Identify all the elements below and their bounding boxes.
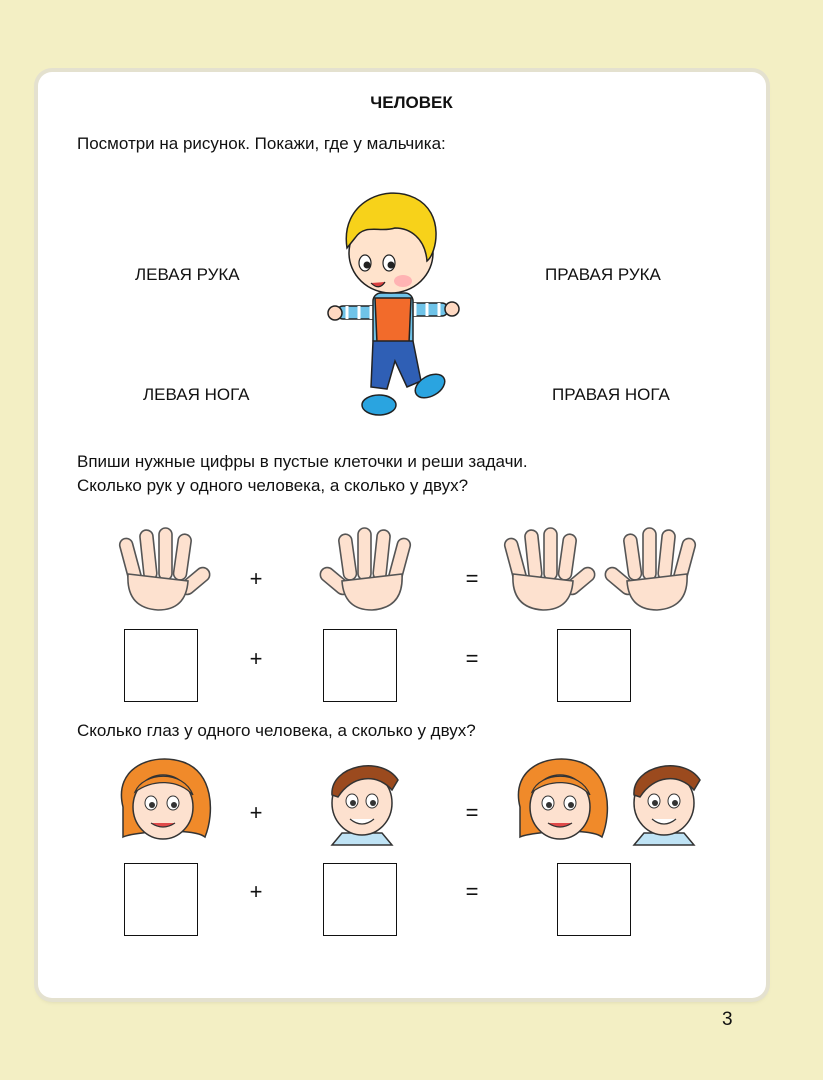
boy-illustration <box>325 183 460 423</box>
equals-sign: = <box>465 800 479 825</box>
equals-sign: = <box>465 879 479 904</box>
hand-icon <box>603 526 697 612</box>
hand-icon <box>118 526 212 612</box>
answer-box-eyes-1[interactable] <box>124 863 198 936</box>
label-left-arm: ЛЕВАЯ РУКА <box>135 265 240 284</box>
equals-sign: = <box>465 566 479 591</box>
question-hands: Сколько рук у одного человека, а сколько у двух? <box>77 476 469 495</box>
question-eyes: Сколько глаз у одного человека, а сколько у двух? <box>77 721 476 740</box>
plus-sign: + <box>249 879 263 904</box>
girl-face-icon <box>113 757 213 845</box>
answer-box-eyes-total[interactable] <box>557 863 631 936</box>
label-right-leg: ПРАВАЯ НОГА <box>552 385 670 404</box>
girl-face-icon <box>510 757 610 845</box>
instruction-fill: Впиши нужные цифры в пустые клеточки и реши задачи. <box>77 452 528 471</box>
boy-face-icon <box>322 755 402 847</box>
boy-face-icon <box>624 755 704 847</box>
hand-icon <box>318 526 412 612</box>
equals-sign: = <box>465 646 479 671</box>
page-title: ЧЕЛОВЕК <box>370 93 453 112</box>
instruction-look: Посмотри на рисунок. Покажи, где у мальчика: <box>77 134 446 153</box>
answer-box-hands-total[interactable] <box>557 629 631 702</box>
plus-sign: + <box>249 800 263 825</box>
hand-icon <box>503 526 597 612</box>
plus-sign: + <box>249 646 263 671</box>
page-number: 3 <box>722 1009 733 1030</box>
answer-box-eyes-2[interactable] <box>323 863 397 936</box>
answer-box-hands-2[interactable] <box>323 629 397 702</box>
label-right-arm: ПРАВАЯ РУКА <box>545 265 661 284</box>
plus-sign: + <box>249 566 263 591</box>
label-left-leg: ЛЕВАЯ НОГА <box>143 385 250 404</box>
answer-box-hands-1[interactable] <box>124 629 198 702</box>
